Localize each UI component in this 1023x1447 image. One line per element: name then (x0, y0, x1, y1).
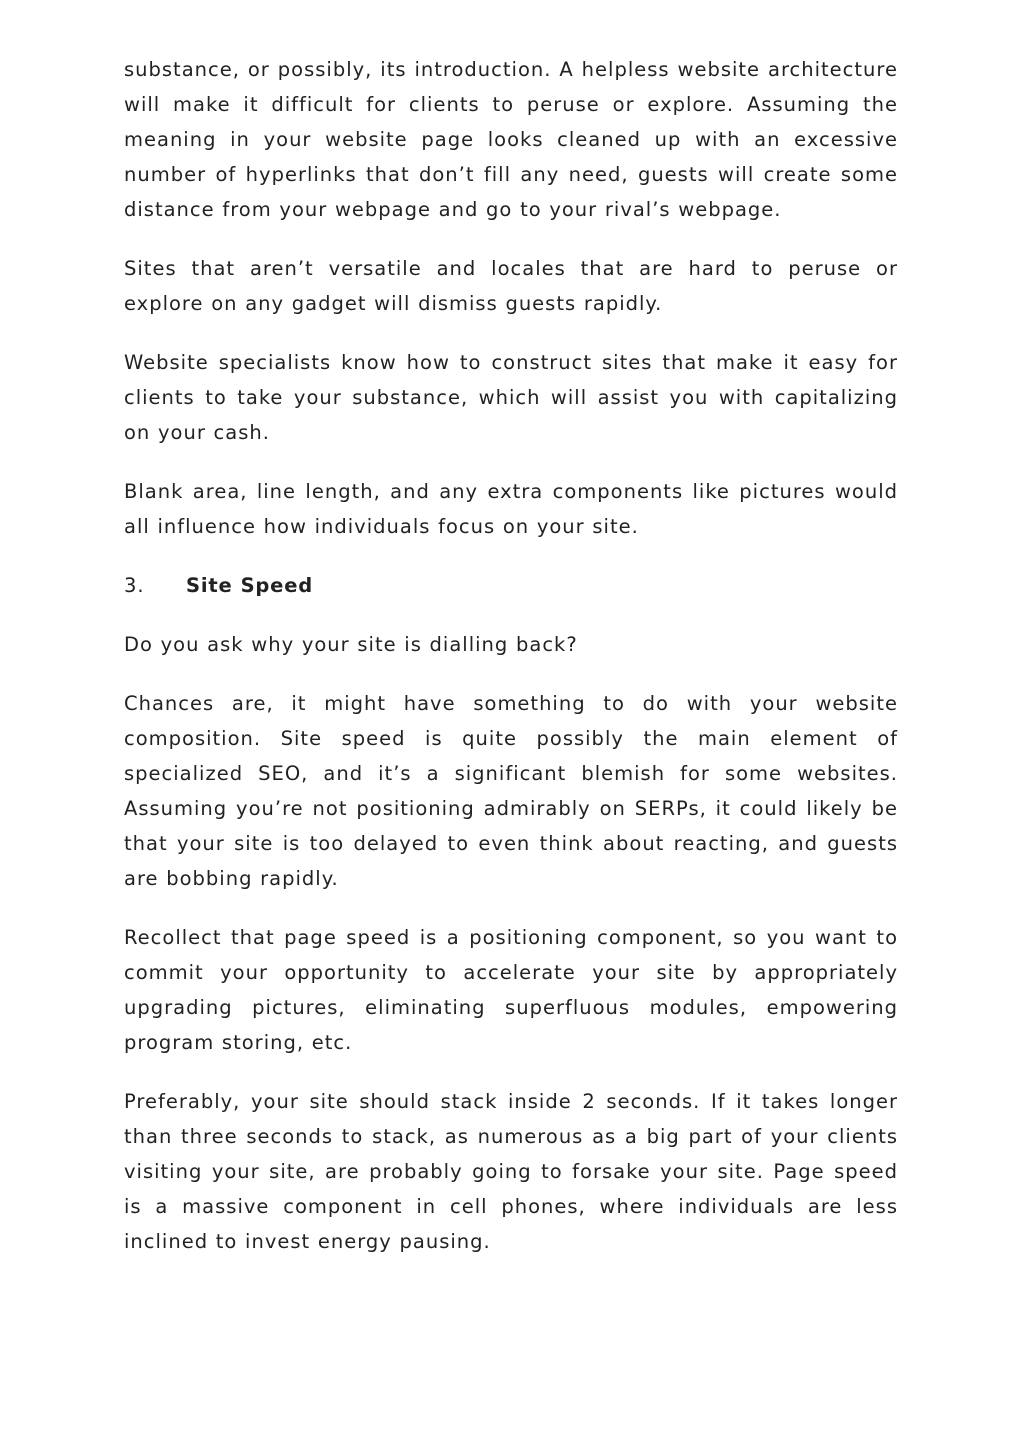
paragraph-recollect: Recollect that page speed is a positioning component, so you want to commit your opportunity to accelerate your site by appropriately upgrading pictures, eliminating superfluous modules, empowering program storing, etc. (124, 926, 898, 1054)
paragraph-chances-are: Chances are, it might have something to do with your website composition. Site speed is quite possibly the main element of specialized SEO, and it’s a significant blemish for some websites. Assuming you’re not positioning admirably on SERPs, it could likely be that your site is too delayed to even think about reacting, and guests are bobbing rapidly. (124, 692, 898, 890)
paragraph-dialling-back: Do you ask why your site is dialling back? (124, 633, 578, 656)
paragraph-preferably: Preferably, your site should stack inside 2 seconds. If it takes longer than three seconds to stack, as numerous as a big part of your clients visiting your site, are probably going to forsake your site. Page speed is a massive component in cell phones, where individuals are less inclined to invest energy pausing. (124, 1090, 898, 1253)
section-title: Site Speed (186, 574, 313, 597)
paragraph-website-architecture: substance, or possibly, its introduction. A helpless website architecture will make it difficult for clients to peruse or explore. Assuming the meaning in your website page looks cleaned up with an excessive number of hyperlinks that don’t fill any need, guests will create some distance from your webpage and go to your rival’s webpage. (124, 58, 898, 221)
paragraph-versatile-sites: Sites that aren’t versatile and locales that are hard to peruse or explore on any gadget will dismiss guests rapidly. (124, 257, 898, 315)
paragraph-website-specialists: Website specialists know how to construct sites that make it easy for clients to take your substance, which will assist you with capitalizing on your cash. (124, 351, 898, 444)
section-number: 3. (124, 574, 145, 597)
document-page (124, 52, 898, 1283)
section-heading (124, 568, 898, 603)
paragraph-blank-area: Blank area, line length, and any extra components like pictures would all influence how individuals focus on your site. (124, 480, 898, 538)
